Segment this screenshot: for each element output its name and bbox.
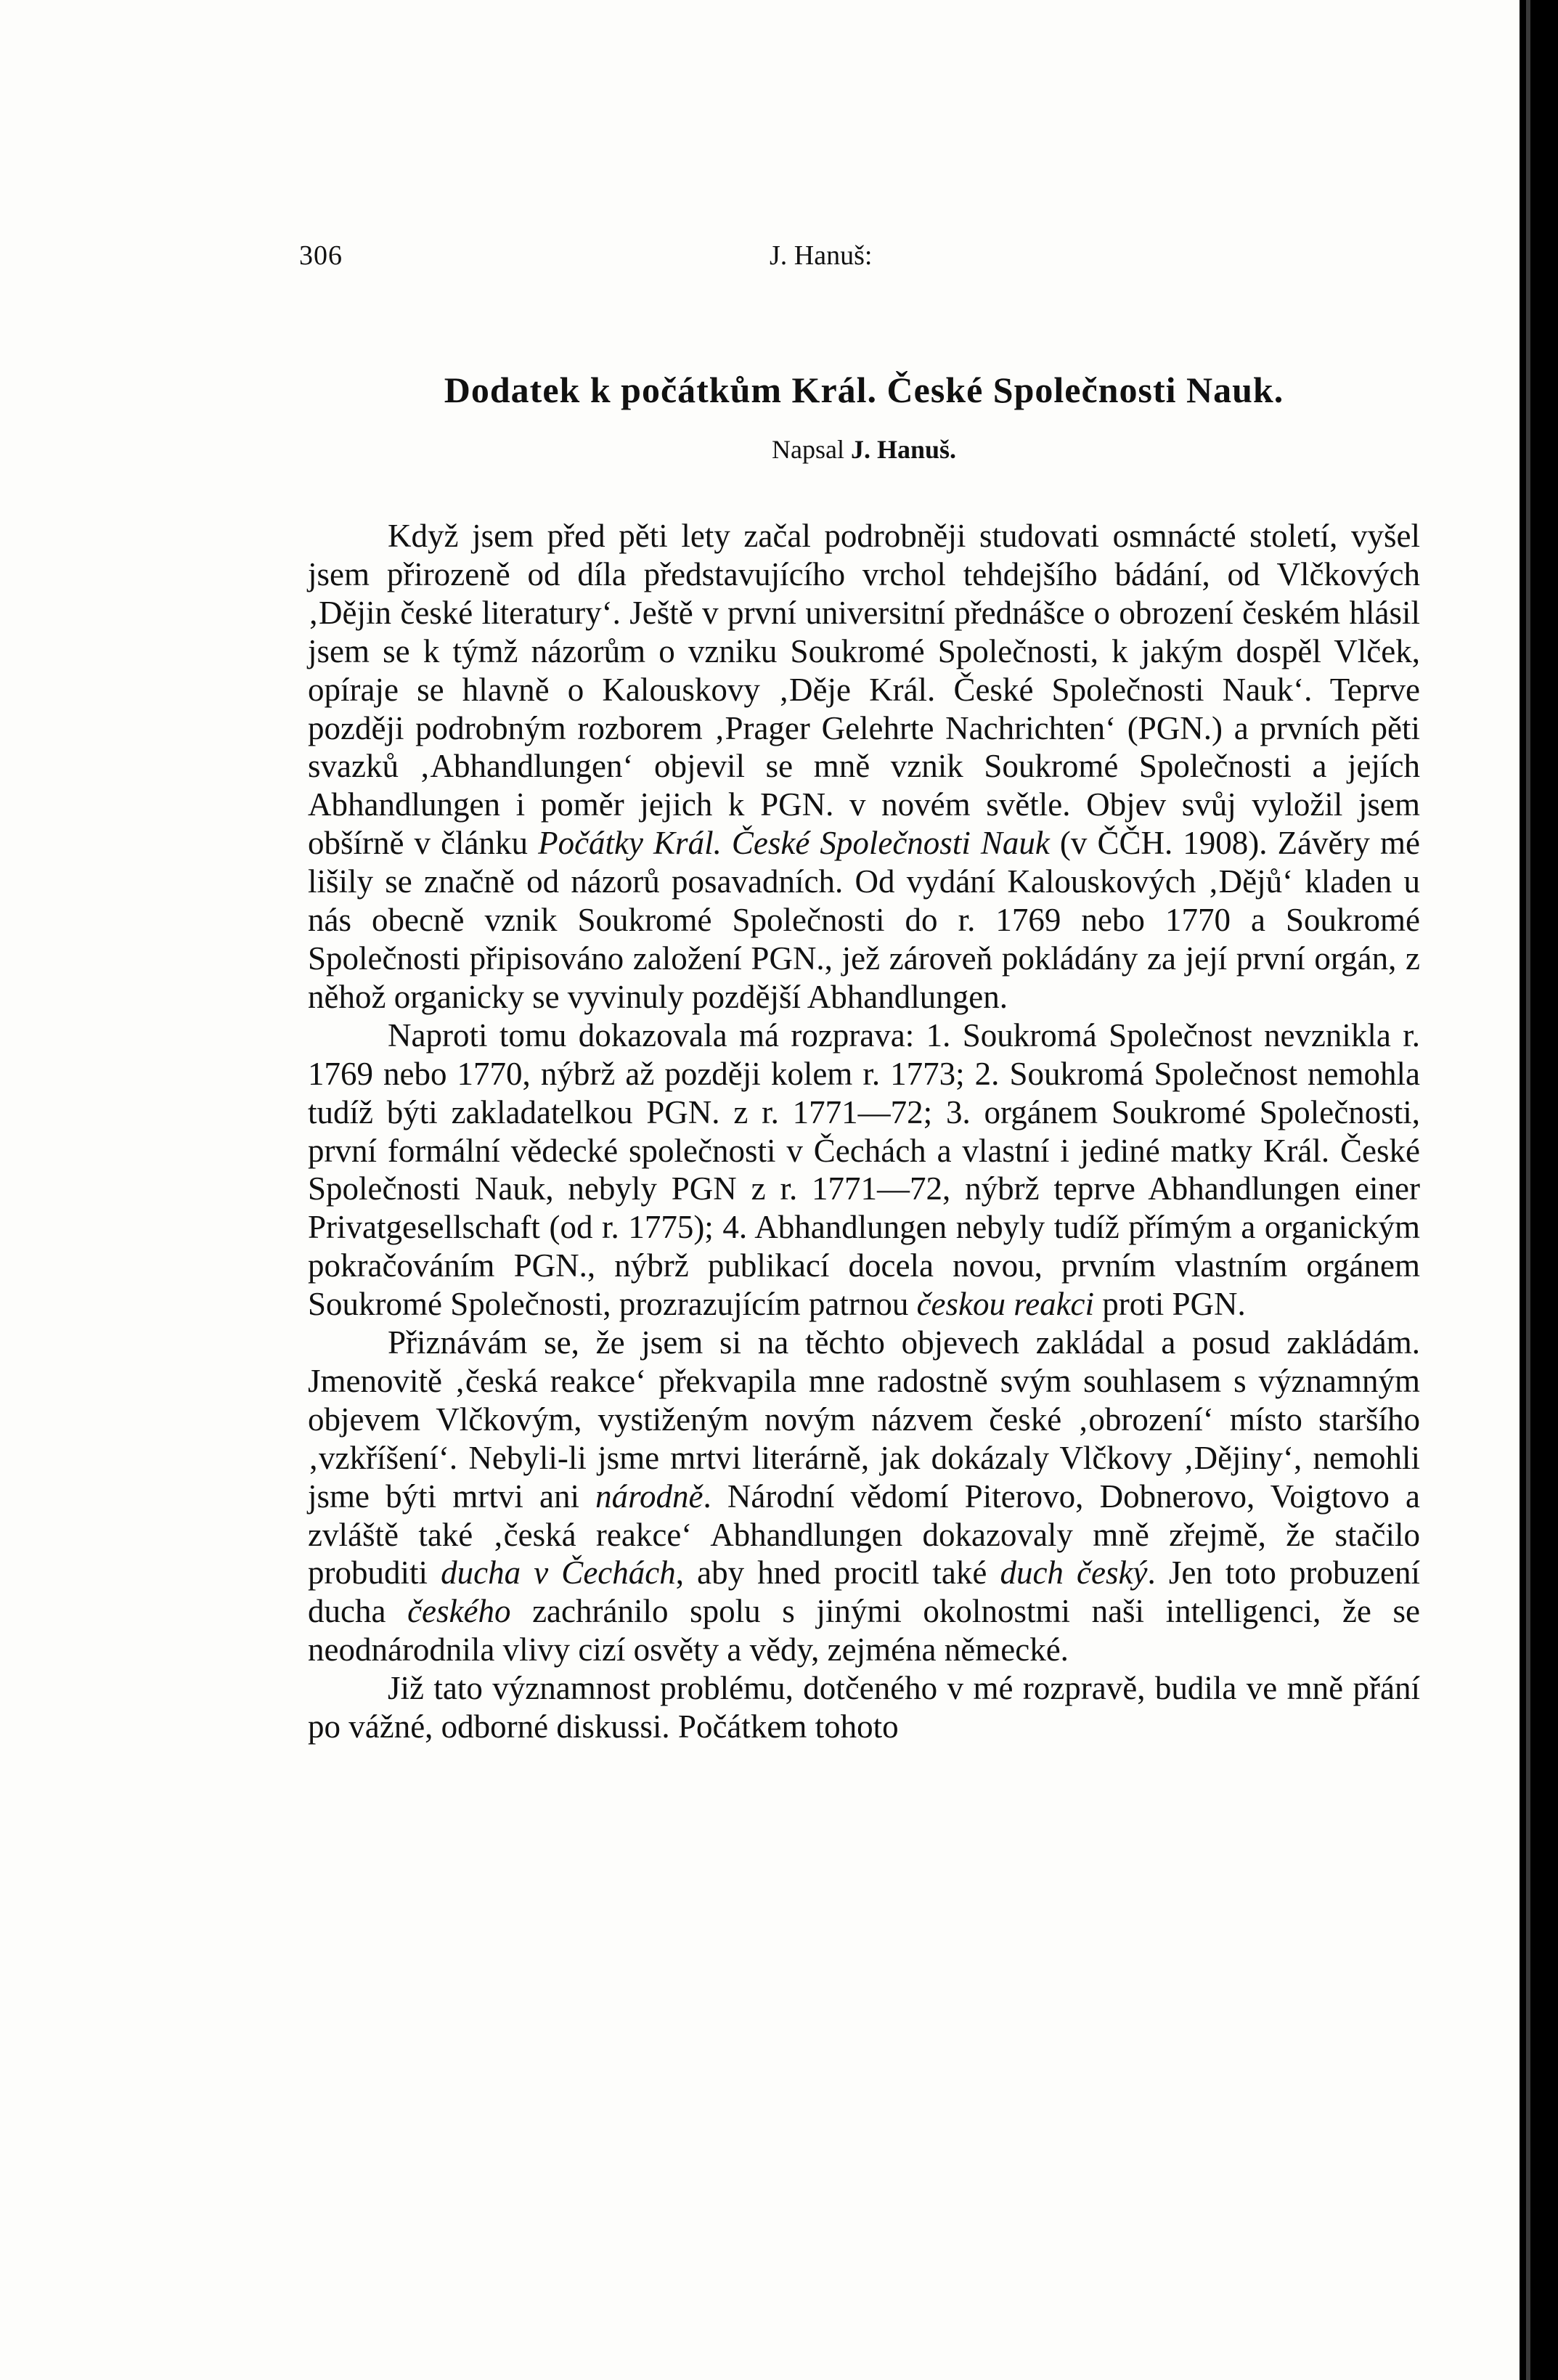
text-run: Naproti tomu dokazovala má rozprava: 1. Soukromá Společnost nevznikla r. 1769 nebo 1770, nýbrž až později kolem r. 1773; 2. Soukromá Společnost nemohla tudíž býti zakladatelkou PGN. z r. 1771—72; 3. orgánem Soukromé Společnosti, první formální vědecké společnosti v Čechách a vlastní i jediné matky Král. České Společnosti Nauk, nebyly PGN z r. 1771—72, nýbrž teprve Abhandlungen einer Privatgesellschaft (od r. 1775); 4. Abhandlungen nebyly tudíž přímým a organickým pokračováním PGN., nýbrž publikací docela novou, prvním vlastním orgánem Soukromé Společnosti, prozrazujícím patrnou [308,1016,1420,1323]
italic-text: Počátky Král. České Společnosti Nauk [538,825,1050,862]
byline-author: J. Hanuš. [850,435,957,464]
text-run: proti PGN. [1094,1286,1246,1323]
text-run: (v ČČH. 1908). Závěry mé lišily se značně od názorů posavadních. Od vydání Kalouskových ‚Dějů‘ kladen u nás obecně vznik Soukromé Společnosti do r. 1769 nebo 1770 a Soukromé Společnosti připisováno založení PGN., jež zároveň pokládány za její první orgán, z něhož organicky se vyvinuly pozdější Abhandlungen. [308,825,1421,1015]
running-head [0,240,1520,283]
paragraph [308,1669,1420,1746]
italic-text: národně [595,1478,703,1515]
text-run: . Jen toto probuzení ducha [308,1554,1420,1630]
text-run: . Národní vědomí Piterovo, Dobnerovo, Voigtovo a zvláště také ‚česká reakce‘ Abhandlungen dokazovaly mně zřejmě, že stačilo probuditi [308,1478,1421,1592]
page-number: 306 [299,240,343,271]
byline [305,434,1423,465]
text-run: Když jsem před pěti lety začal podrobněji studovati osmnácté století, vyšel jsem přirozeně od díla představujícího vrchol tehdejšího bádání, od Vlčkových ‚Dějin české literatury‘. Ještě v první universitní přednášce o obrození českém hlásil jsem se k týmž názorům o vzniku Soukromé Společnosti, k jakým dospěl Vlček, opíraje se hlavně o Kalouskovy ‚Děje Král. České Společnosti Nauk‘. Teprve později podrobným rozborem ‚Prager Gelehrte Nachrichten‘ (PGN.) a prvních pěti svazků ‚Abhandlungen‘ objevil se mně vznik Soukromé Společnosti a jejích Abhandlungen i poměr jejich k PGN. v novém světle. Objev svůj vyložil jsem obšírně v článku [308,518,1420,862]
italic-text: ducha v Čechách [441,1554,676,1592]
italic-text: českou reakci [916,1286,1095,1323]
italic-text: českého [407,1593,511,1630]
running-head-author: J. Hanuš: [770,240,873,271]
text-run: , aby hned procitl také [675,1554,1000,1592]
text-run: Již tato významnost problému, dotčeného v mé rozpravě, budila ve mně přání po vážné, odborné diskussi. Počátkem tohoto [308,1670,1420,1745]
paragraph [308,1324,1420,1669]
paragraph [308,517,1420,1016]
page-edge-line [1526,0,1530,2380]
article-body [308,517,1420,1746]
article-title: Dodatek k počátkům Král. České Společnosti Nauk. [444,370,1284,410]
italic-text: duch český [1000,1554,1148,1592]
text-run: zachránilo spolu s jinými okolnostmi naši intelligenci, že se neodnárodnila vlivy cizí osvěty a vědy, zejména německé. [308,1593,1420,1668]
paragraph [308,1016,1420,1324]
byline-prefix: Napsal [771,435,844,464]
text-run: Přiznávám se, že jsem si na těchto objevech zakládal a posud zakládám. Jmenovitě ‚česká reakce‘ překvapila mne radostně svým souhlasem s významným objevem Vlčkovým, vystiženým novým názvem české ‚obrození‘ místo staršího ‚vzkříšení‘. Nebyli-li jsme mrtvi literárně, jak dokázaly Vlčkovy ‚Dějiny‘, nemohli jsme býti mrtvi ani [308,1324,1420,1515]
